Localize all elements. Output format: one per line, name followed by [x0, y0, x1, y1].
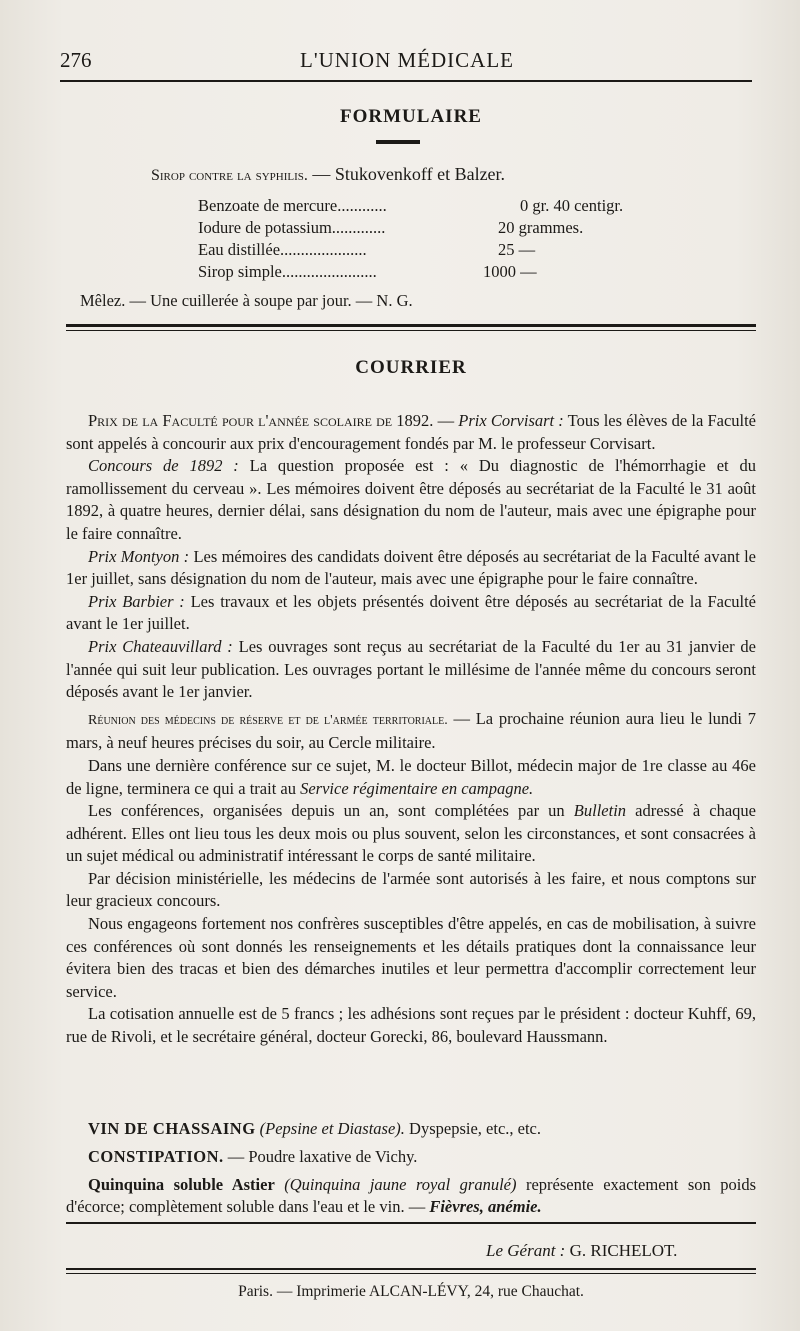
printer-imprint: Paris. — Imprimerie ALCAN-LÉVY, 24, rue Chauchat. — [238, 1283, 584, 1300]
ingredient-name: Sirop simple....................... — [198, 262, 377, 281]
ad-chassaing — [66, 1118, 756, 1140]
formula-note: Mêlez. — Une cuillerée à soupe par jour. — N. G. — [80, 291, 413, 310]
paragraph-text: Les ouvrages sont reçus au secrétariat de la Faculté du 1er au 31 janvier de l'année qui suit leur publication. Les ouvrages portant le millésime de l'année même du concours seront déposés avant le 1er janvier. — [66, 636, 756, 702]
paragraph-sublabel: Prix Corvisart : — [458, 411, 564, 430]
formula-title — [151, 164, 505, 185]
paragraph-reunion — [66, 708, 756, 755]
ad-brand: Quinquina soluble Astier — [88, 1175, 275, 1194]
paragraph-text: Dans une dernière conférence sur ce sujet, M. le docteur Billot, médecin major de 1re classe au 46e de ligne, terminera ce qui a trait au — [66, 755, 756, 798]
paragraph-text: La question proposée est : « Du diagnostic de l'hémorrhagie et du ramollissement du cerveau ». Les mémoires doivent être déposés au secrétariat de la Faculté le 31 août 1892, à quatre heures, dernier délai, sans désignation du nom de l'auteur, mais avec une épigraphe pour le faire connaître. — [66, 456, 756, 543]
paragraph-cotisation: La cotisation annuelle est de 5 francs ; les adhésions sont reçues par le président : docteur Kuhff, 69, rue de Rivoli, et le secrétaire général, docteur Gorecki, 86, boulevard Haussmann. — [66, 1004, 756, 1047]
paragraph-prix-barbier — [66, 591, 756, 636]
paragraph-text: — La prochaine réunion aura lieu le lundi 7 mars, à neuf heures précises du soir, au Cercle militaire. — [66, 708, 756, 753]
ingredient-name: Eau distillée..................... — [198, 240, 367, 259]
ad-text: représente exactement son poids d'écorce; complètement soluble dans l'eau et le vin. — — [66, 1175, 756, 1216]
ingredient-row — [198, 196, 668, 218]
paragraph-label: Prix Montyon : — [88, 546, 190, 566]
header-rule — [60, 80, 752, 82]
paragraph-label: Prix Chateauvillard : — [88, 636, 233, 656]
ad-text: — Poudre laxative de Vichy. — [223, 1147, 418, 1166]
ingredient-qty: 1000 — — [483, 262, 537, 281]
ad-constipation — [66, 1146, 756, 1168]
ad-subtitle: (Pepsine et Diastase). — [255, 1119, 405, 1138]
courrier-body — [66, 410, 756, 1049]
section-rule-bottom — [66, 330, 756, 331]
section-rule-top — [66, 324, 756, 327]
ads-rule — [66, 1222, 756, 1224]
signature-name: G. RICHELOT. — [565, 1241, 678, 1260]
formulaire-heading: FORMULAIRE — [340, 106, 482, 127]
paragraph-billot — [66, 755, 756, 800]
section-dash — [376, 140, 420, 144]
paragraph-prix-corvisart: Prix de la Faculté pour l'année scolaire de 1892. — Prix Corvisart : Tous les élèves de la Faculté sont appelés à concourir aux prix d'encouragement fondés par M. le professeur Corvisart. — [66, 411, 757, 453]
ingredient-row — [198, 240, 668, 262]
ingredient-name: Iodure de potassium............. — [198, 218, 386, 237]
ingredient-row — [198, 262, 668, 284]
paragraph-decision: Par décision ministérielle, les médecins de l'armée sont autorisés à les faire, et nous comptons sur leur gracieux concours. — [66, 868, 756, 911]
paragraph-label: Concours de 1892 : — [88, 456, 239, 476]
ad-emphasis: Fièvres, anémie. — [429, 1197, 542, 1216]
ingredient-qty: 20 grammes. — [498, 218, 584, 237]
ingredient-row — [198, 218, 668, 240]
paragraph-text: Les mémoires des candidats doivent être déposés au secrétariat de la Faculté avant le 1er juillet, sans désignation du nom de l'auteur, mais avec une épigraphe pour le faire connaître. — [66, 546, 756, 589]
formula-authors: — Stukovenkoff et Balzer. — [307, 164, 506, 184]
paragraph-text: Tous les élèves de la Faculté sont appelés à concourir aux prix d'encouragement fondés par M. le professeur Corvisart. — [66, 411, 757, 453]
formula-name: Sirop contre la syphilis. — [151, 167, 308, 184]
paragraph-emphasis: Service régimentaire en campagne. — [300, 778, 534, 798]
paragraph-label: Prix de la Faculté pour l'année scolaire de 1892. — [88, 411, 434, 430]
paragraph-label: Réunion des médecins de réserve et de l'armée territoriale. — [88, 712, 448, 728]
signature-label: Le Gérant : — [486, 1241, 566, 1260]
paragraph-prix-montyon — [66, 546, 756, 591]
footer-rule-top — [66, 1268, 756, 1270]
paragraph-concours — [66, 455, 756, 545]
signature — [486, 1241, 677, 1261]
page-number: 276 — [60, 48, 92, 72]
ingredient-qty: 25 — — [498, 240, 536, 259]
ad-text: Dyspepsie, etc., etc. — [404, 1119, 541, 1138]
paragraph-label: Prix Barbier : — [88, 591, 185, 611]
paragraph-emphasis: Bulletin — [573, 801, 627, 821]
ingredient-qty: 0 gr. 40 centigr. — [520, 196, 624, 215]
footer-rule-bottom — [66, 1273, 756, 1274]
courrier-heading: COURRIER — [355, 357, 467, 378]
paragraph-conferences — [66, 800, 756, 868]
running-header — [60, 48, 750, 78]
ad-quinquina — [66, 1174, 756, 1218]
paragraph-text: adressé à chaque adhérent. Elles ont lieu tous les deux mois ou plus souvent, selon les circonstances, et sont consacrées à un sujet médical ou administratif intéressant le corps de santé militaire. — [66, 801, 756, 866]
ad-brand: VIN DE CHASSAING — [88, 1119, 256, 1138]
ingredient-name: Benzoate de mercure............ — [198, 196, 387, 215]
paragraph-text: Les conférences, organisées depuis un an, sont complétées par un — [88, 801, 574, 821]
journal-title: L'UNION MÉDICALE — [300, 48, 515, 72]
paragraph-text: Les travaux et les objets présentés doivent être déposés au secrétariat de la Faculté avant le 1er juillet. — [66, 591, 757, 634]
ad-brand: CONSTIPATION. — [88, 1147, 224, 1166]
paragraph-prix-chateauvillard — [66, 636, 756, 704]
ad-subtitle: (Quinquina jaune royal granulé) — [274, 1175, 517, 1194]
paragraph-engageons: Nous engageons fortement nos confrères susceptibles d'être appelés, en cas de mobilisation, à suivre ces conférences où sont donnés les renseignements et les détails pratiques dont la connaissance leur évitera bien des tracas et bien des démarches inutiles et leur permettra d'accomplir correctement leur service. — [66, 914, 756, 1001]
